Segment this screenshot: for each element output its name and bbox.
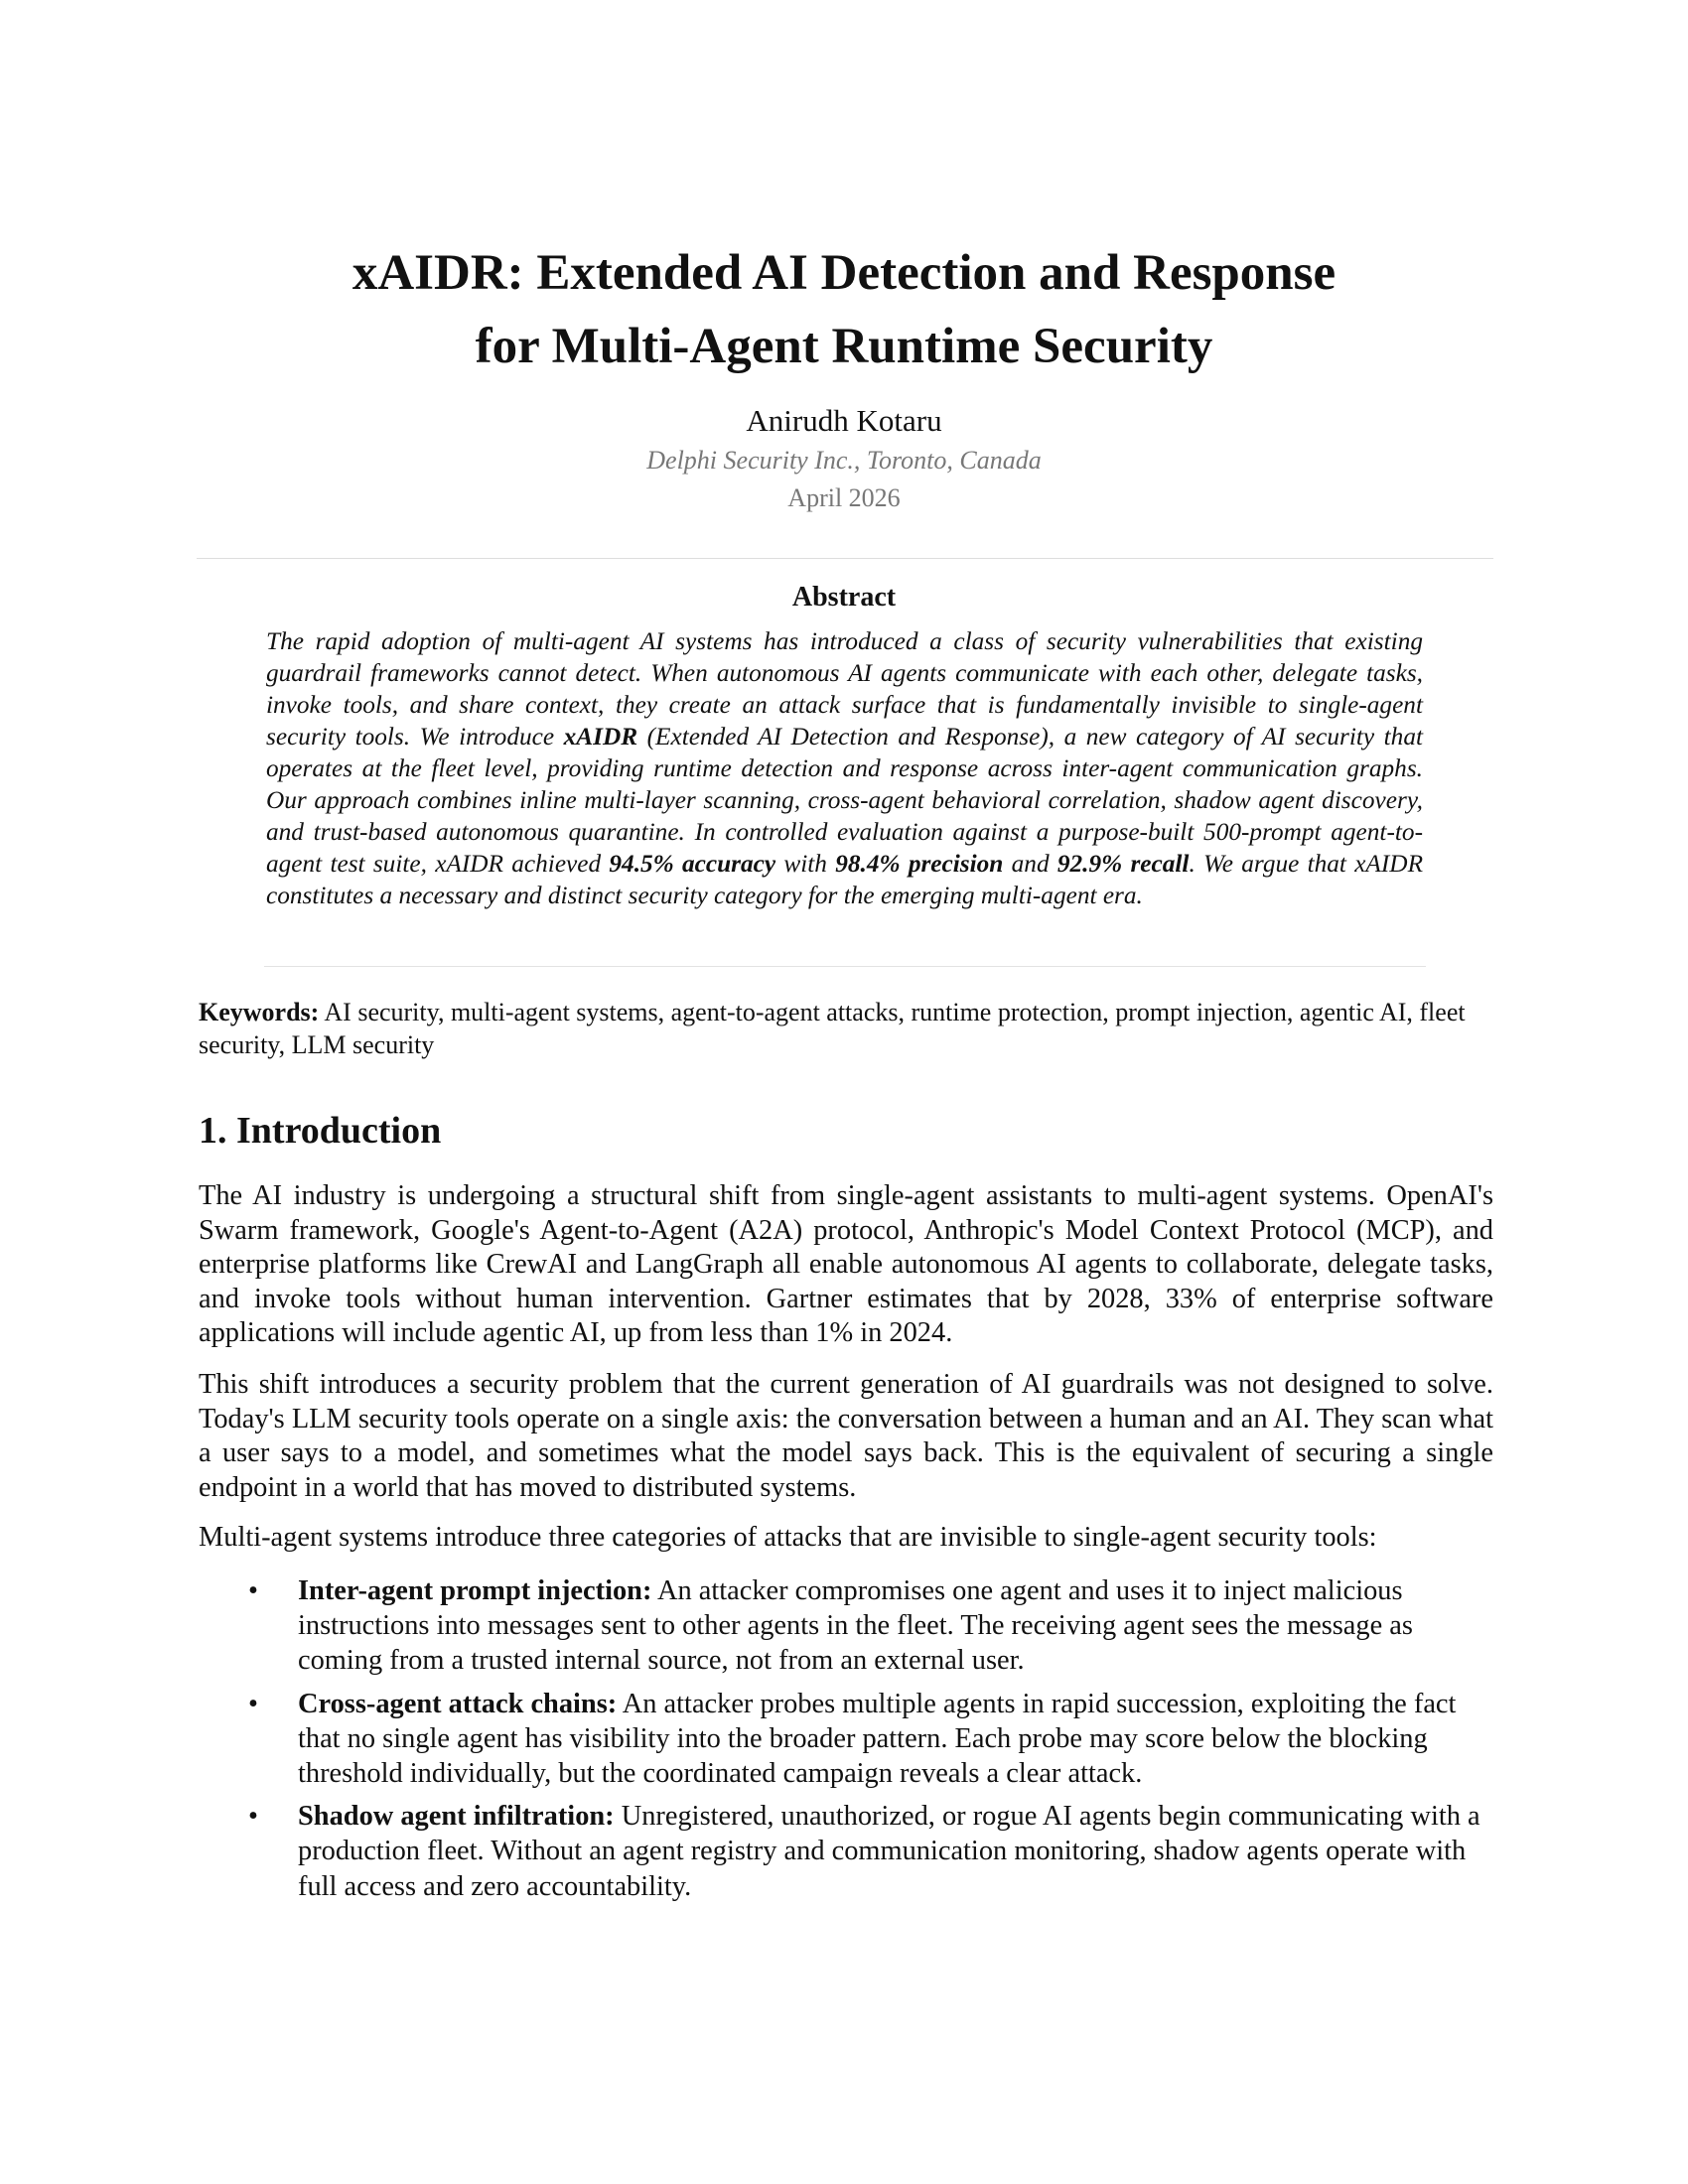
abstract-recall: 92.9% recall [1056, 850, 1190, 878]
abstract-part-5: . We argue that xAIDR constitutes a necessary and distinct security category for the emerging multi-agent era. [266, 850, 1424, 909]
abstract-part-4: and [1003, 850, 1057, 878]
abstract-part-2: (Extended AI Detection and Response), a new category of AI security that operates at the fleet level, providing runtime detection and response across inter-agent communication graphs. Our approach combines inline multi-layer scanning, cross-agent behavioral correlation, shadow agent discovery, and trust-based autonomous quarantine. In controlled evaluation against a purpose-built 500-prompt agent-to-agent test suite, xAIDR achieved [266, 723, 1423, 878]
list-item-text: An attacker compromises one agent and uses it to inject malicious instructions into messages sent to other agents in the fleet. The receiving agent sees the message as coming from a trusted internal source, not from an external user. [298, 1575, 1413, 1677]
abstract-text [266, 625, 1423, 911]
author-name: Anirudh Kotaru [746, 403, 942, 438]
title-line-2: for Multi-Agent Runtime Security [475, 319, 1213, 374]
keywords-text: AI security, multi-agent systems, agent-to-agent attacks, runtime protection, prompt injection, agentic AI, fleet security, LLM security [199, 998, 1466, 1059]
abstract-part-1: The rapid adoption of multi-agent AI systems has introduced a class of security vulnerabilities that existing guardrail frameworks cannot detect. When autonomous AI agents communicate with each other, delegate tasks, invoke tools, and share context, they create an attack surface that is fundamentally invisible to single-agent security tools. We introduce [266, 627, 1423, 751]
divider-bottom [264, 966, 1426, 967]
section-heading-introduction: 1. Introduction [199, 1110, 442, 1152]
keywords-label: Keywords: [199, 998, 320, 1026]
title-line-1: xAIDR: Extended AI Detection and Response [352, 245, 1336, 301]
list-item-text: Unregistered, unauthorized, or rogue AI agents begin communicating with a production fleet. Without an agent registry and communication monitoring, shadow agents operate with full access and zero accountability. [298, 1801, 1480, 1902]
list-item-term: Inter-agent prompt injection: [298, 1575, 652, 1606]
bullet-marker: • [248, 1801, 258, 1833]
abstract-precision: 98.4% precision [835, 850, 1004, 878]
author-affiliation: Delphi Security Inc., Toronto, Canada [646, 446, 1042, 475]
list-item [199, 1687, 1493, 1792]
list-item [199, 1573, 1493, 1679]
intro-paragraph-2: This shift introduces a security problem that the current generation of AI guardrails was not designed to solve. Today's LLM security tools operate on a single axis: the conversation between a human and an AI. They scan what a user says to a model, and sometimes what the model says back. This is the equivalent of securing a single endpoint in a world that has moved to distributed systems. [199, 1369, 1493, 1503]
list-item-term: Cross-agent attack chains: [298, 1688, 618, 1719]
abstract-term: xAIDR [563, 723, 638, 751]
intro-paragraph-3: Multi-agent systems introduce three categories of attacks that are invisible to single-agent security tools: [199, 1522, 1377, 1553]
list-item-text: An attacker probes multiple agents in rapid succession, exploiting the fact that no single agent has visibility into the broader pattern. Each probe may score below the blocking threshold individually, but the coordinated campaign reveals a clear attack. [298, 1688, 1457, 1790]
divider-top [197, 558, 1493, 559]
publication-date: April 2026 [787, 483, 901, 512]
abstract-heading: Abstract [791, 582, 897, 613]
bullet-marker: • [248, 1688, 258, 1719]
list-item [199, 1799, 1493, 1904]
paper-title [199, 236, 1489, 383]
bullet-marker: • [248, 1575, 258, 1606]
list-item-term: Shadow agent infiltration: [298, 1801, 615, 1833]
abstract-part-3: with [775, 850, 836, 878]
keywords [199, 996, 1489, 1061]
abstract-accuracy: 94.5% accuracy [609, 850, 776, 878]
intro-paragraph-1: The AI industry is undergoing a structural shift from single-agent assistants to multi-agent systems. OpenAI's Swarm framework, Google's Agent-to-Agent (A2A) protocol, Anthropic's Model Context Protocol (MCP), and enterprise platforms like CrewAI and LangGraph all enable autonomous AI agents to collaborate, delegate tasks, and invoke tools without human intervention. Gartner estimates that by 2028, 33% of enterprise software applications will include agentic AI, up from less than 1% in 2024. [199, 1180, 1493, 1348]
attack-categories-list [199, 1573, 1493, 1912]
